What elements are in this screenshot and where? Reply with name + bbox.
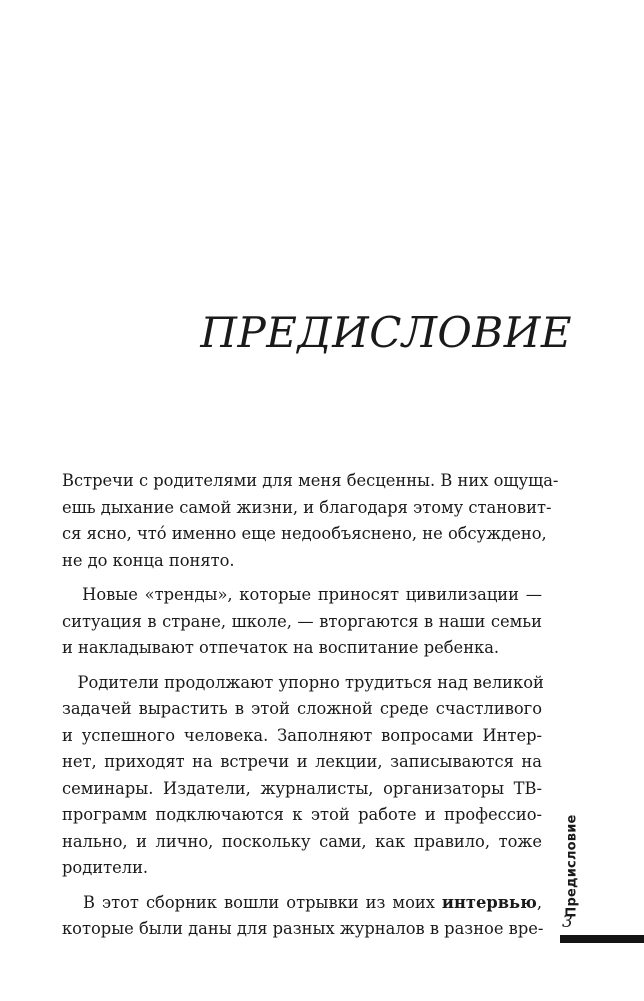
bold-term: интервью: [441, 892, 537, 912]
body-text: [62, 468, 559, 943]
text-line: и успешного человека. Заполняют вопросами Интер-: [62, 725, 542, 745]
text-line: нет, приходят на встречи и лекции, записываются на: [62, 752, 542, 771]
text-line: программ подключаются к этой работе и профессио-: [62, 805, 542, 824]
text-line: нально, и лично, поскольку сами, как правило, тоже: [62, 831, 542, 851]
page-number: 3: [562, 912, 573, 932]
text-line: не до конца понято.: [62, 550, 235, 570]
chapter-title: ПРЕДИСЛОВИЕ: [200, 308, 572, 357]
text-line: и накладывают отпечаток на воспитание ребенка.: [62, 638, 500, 657]
text-line: Встречи с родителями для меня бесценны. В них ощуща-: [62, 471, 559, 490]
text-line: Новые «тренды», которые приносят цивилизации —: [62, 585, 542, 604]
text-line: ешь дыхание самой жизни, и благодаря этому становит-: [62, 497, 552, 517]
text-line: [62, 890, 542, 917]
text-line: задачей вырастить в этой сложной среде счастливого: [62, 699, 542, 718]
text-line: ситуация в стране, школе, — вторгаются в наши семьи: [62, 611, 542, 631]
text-line: Родители продолжают упорно трудиться над великой: [62, 672, 544, 692]
text-line: родители.: [62, 858, 149, 877]
text-line: семинары. Издатели, журналисты, организаторы ТВ-: [62, 778, 542, 798]
text-line: которые были даны для разных журналов в разное вре-: [62, 919, 544, 938]
running-section-tab: [560, 816, 584, 916]
section-label: Предисловие: [564, 814, 580, 918]
text-line: ся ясно, что́ именно еще недообъяснено, не обсуждено,: [62, 524, 547, 543]
text-fragment: В этот сборник вошли отрывки из моих: [62, 892, 442, 912]
page-marker-bar: [560, 935, 644, 943]
text-fragment: ,: [536, 892, 542, 912]
